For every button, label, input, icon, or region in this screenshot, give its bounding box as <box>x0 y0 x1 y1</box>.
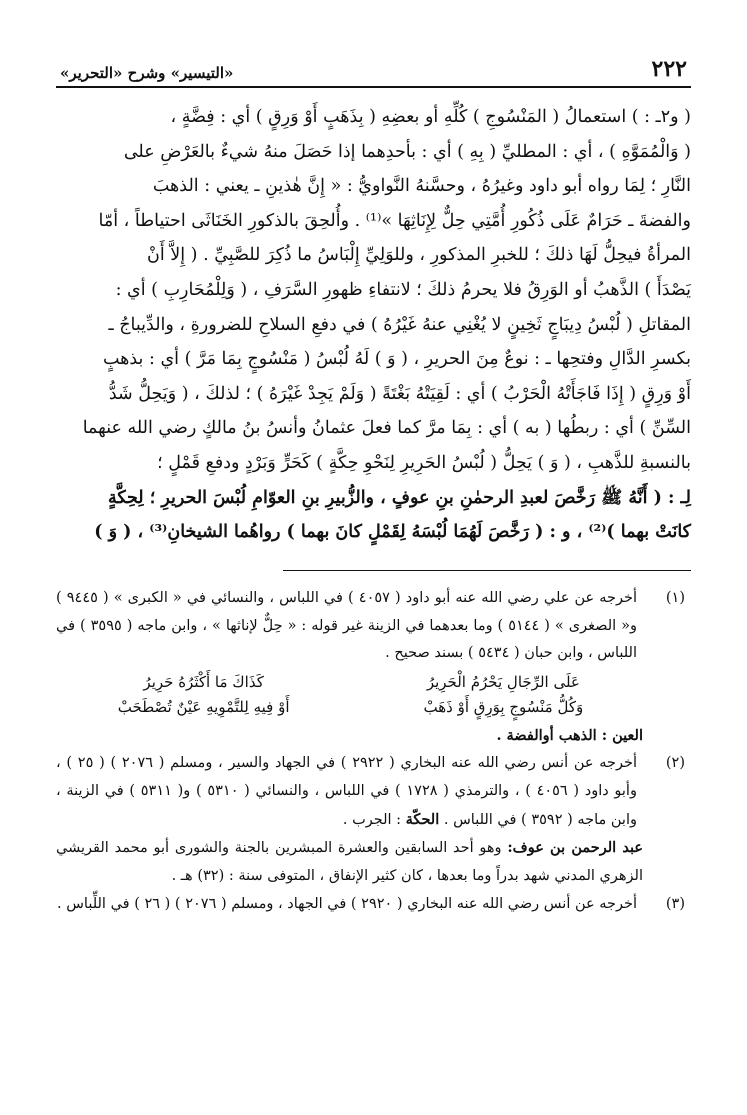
text-line: النَّارِ ؛ لِمَا رواه أبو داود وغيرُهُ ، وحسَّنهُ النَّواويُّ : « إِنَّ هٰذينِ ـ يعني : الذهبَ <box>152 176 691 197</box>
verse-first-hemistich: وَكُلُّ مَنْسُوجٍ بِوَرِقٍ أَوْ ذَهَبْ <box>423 698 584 717</box>
text-line: والفضةَ ـ حَرَامٌ عَلَى ذُكُورِ أُمَّتِي حِلٌّ لِإِنَاثِهَا »⁽¹⁾ . وأُلحِقَ بالذكورِ الخَنَاثَى احتياطاً ، أمّا <box>98 210 691 231</box>
footnote-poem <box>56 668 691 722</box>
footnote-1 <box>56 585 691 668</box>
footnote-text: أخرجه عن علي رضي الله عنه أبو داود ( ٤٠٥٧ ) في اللباس ، والنسائي في « الكبرى » ( ٩٤٤٥ ) و« الصغرى » ( ٥١٤٤ ) وما بعدهما في الزينة غير قوله : « حِلٌّ لإناثها » ، وابن ماجه ( ٣٥٩٥ ) في اللباس ، وابن حبان ( ٥٤٣٤ ) بسند صحيح . <box>56 589 637 662</box>
footnote-2 <box>56 750 691 834</box>
footnote-mark: (١) <box>665 589 685 606</box>
text-line: بكسرِ الدَّالِ وفتحِها ـ : نوعٌ مِنَ الحريرِ ، ( وَ ) لَهُ لُبْسُ ( مَنْسُوجٍ بِمَا مَرَّ ) أي : بذهبٍ <box>102 349 691 370</box>
footnote-mark: (٢) <box>665 754 685 771</box>
text-line: المرأةُ فيحِلُّ لَهَا ذلكَ ؛ للخبرِ المذكورِ ، وللوَلِيِّ إِلْبَاسُ ما ذُكِرَ للصَّبِيِّ . ( إِلاَّ أَنْ <box>147 245 691 266</box>
page-header <box>56 48 691 88</box>
verse-second-hemistich: أَوْ فِيهِ لِلتَّمْوِيهِ عَيْنٌ تُصْطَحَبْ <box>117 698 290 717</box>
footnote-text: أخرجه عن أنس رضي الله عنه البخاري ( ٢٩٢٢ ) في الجهاد والسير ، ومسلم ( ٢٠٧٦ ) ( ٢٥ ) ، وأبو داود ( ٤٠٥٦ ) ، والترمذي ( ١٧٢٨ ) في اللباس ، والنسائي ( ٥٣١٠ ) و( ٥٣١١ ) في الزينة ، وابن ماجه ( ٣٥٩٢ ) في اللباس . <box>56 754 637 828</box>
footnote-3 <box>56 891 691 919</box>
footnote-gloss: العين : الذهب أوالفضة . <box>496 727 643 745</box>
verse-first-hemistich: عَلَى الرِّجَالِ يَحْرُمُ الْحَرِيرُ <box>426 673 580 692</box>
biography-text: وهو أحد السابقين والعشرة المبشرين بالجنة والشورى أبو محمد القريشي الزهري المدني شهد بدراً وما بعدها ، كان كثير الإنفاق ، المتوفى سنة : (٣٢) هـ . <box>56 840 643 885</box>
verse-second-hemistich: كَذَاكَ مَا أَكْثَرُهُ حَرِيرُ <box>143 673 264 692</box>
text-line-bold: لِـ : ( أَنَّهُ ﷺ رَخَّصَ لعبدِ الرحمٰنِ بنِ عوفٍ ، والزُّبيرِ بنِ العوّامِ لُبْسَ الحريرِ ؛ لِحِكَّةٍ <box>107 487 691 508</box>
poem-verse <box>76 670 631 695</box>
running-title: «التيسير» وشرح «التحرير» <box>60 64 234 82</box>
text-line: يَصْدَأَ ) الذَّهبُ أو الوَرِقُ فلا يحرمُ ذلكَ ؛ لانتفاءِ ظهورِ السَّرَفِ ، ( وَلِلْمُحَارِبِ ) أي : <box>115 279 691 300</box>
footnote-text: أخرجه عن أنس رضي الله عنه البخاري ( ٢٩٢٠ ) في الجهاد ، ومسلم ( ٢٠٧٦ ) ( ٢٦ ) في اللِّباس . <box>57 895 637 912</box>
text-line: ( و٢ـ : ) استعمالُ ( المَنْسُوجِ ) كُلِّهِ أو بعضِهِ ( بِذَهَبٍ أَوْ وَرِقٍ ) أي : فِضَّةٍ ، <box>170 107 691 127</box>
text-line: أَوْ وَرِقٍ ( إِذَا فَاجَأَتْهُ الْحَرْبُ ) أي : لَقِيَتْهُ بَغْتَةً ( وَلَمْ يَجِدْ غَيْرَهُ ) ؛ لذلكَ ، ( وَيَحِلُّ شَدُّ <box>108 383 691 404</box>
footnote-mark: (٣) <box>665 895 685 912</box>
gloss-term: الحكّة <box>405 810 440 828</box>
text-line: المقاتلِ ( لُبْسُ دِيبَاجٍ ثَخِينٍ لا يُغْنِي عنهُ غَيْرُهُ ) في دفعِ السلاحِ للضرورةِ ، والدِّيباجُ ـ <box>108 314 691 335</box>
footnote-biography <box>56 834 691 891</box>
main-text <box>56 100 691 550</box>
poem-verse <box>76 695 631 720</box>
gloss-definition: : الجرب . <box>342 811 402 828</box>
text-line: بالنسبةِ للذَّهبِ ، ( وَ ) يَحِلُّ ( لُبْسُ الحَرِيرِ لِنَحْوِ حِكَّةٍ ) كَحَرٍّ وَبَرْدٍ ودفعِ قَمْلٍ ؛ <box>157 452 691 473</box>
footnote-divider <box>283 570 691 571</box>
text-line-bold: كانَتْ بهما )⁽²⁾ ، و : ( رَخَّصَ لَهُمَا لُبْسَهُ لِقَمْلٍ كانَ بهما ) رواهُما الشيخانِ⁽³⁾ ، ( وَ ) <box>94 522 691 543</box>
text-line: ( وَالْمُمَوَّهِ ) ، أي : المطليِّ ( بِهِ ) أي : بأحدِهما إذا حَصَلَ منهُ شيءٌ بالعَرْضِ على <box>123 141 691 162</box>
page-number: ٢٢٢ <box>651 56 687 82</box>
biography-term: عبد الرحمن بن عوف: <box>507 839 644 857</box>
footnote-text-wrap <box>56 750 637 834</box>
footnotes <box>56 585 691 919</box>
text-line: السِّنِّ ) أي : ربطُها ( به ) أي : بِمَا مرَّ كما فعلَ عثمانُ وأنسُ بنُ مالكٍ رضي الله عنهما <box>82 418 691 439</box>
